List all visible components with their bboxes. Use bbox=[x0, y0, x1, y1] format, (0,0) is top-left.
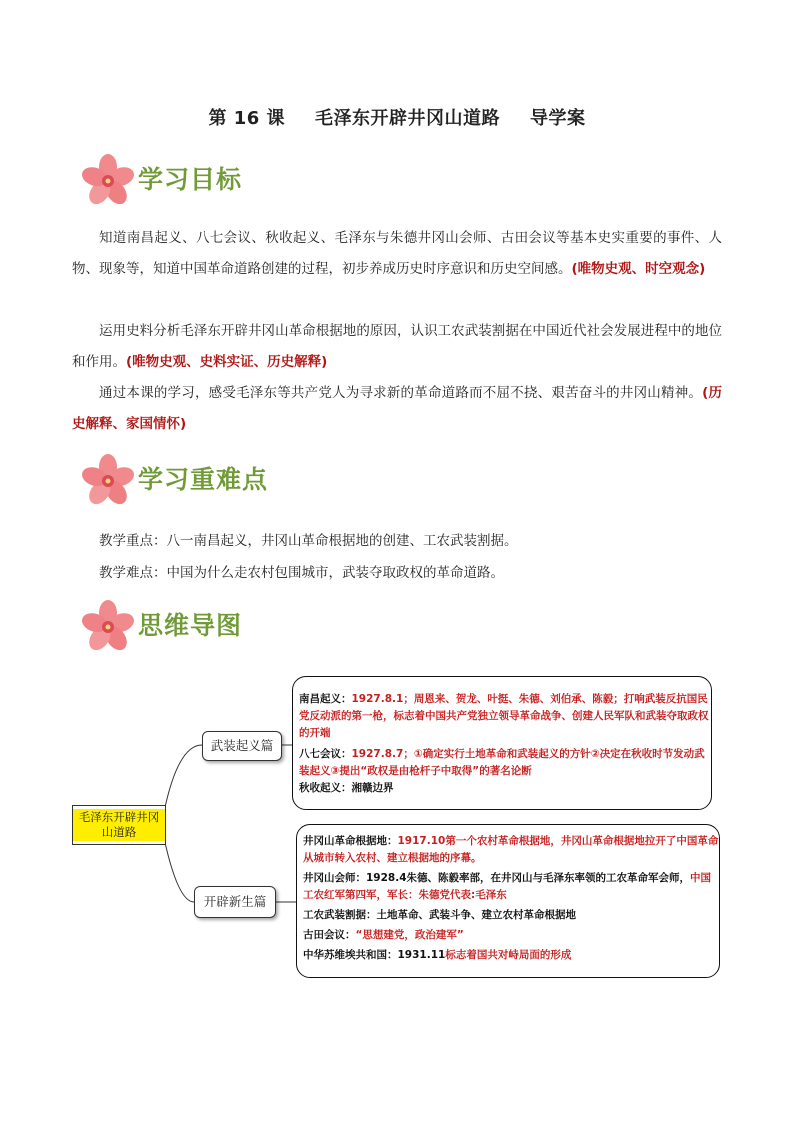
mindmap-suweiai bbox=[303, 947, 719, 964]
jgs-label: 井冈山革命根据地： bbox=[303, 835, 398, 847]
gutian-label: 古田会议： bbox=[303, 929, 356, 941]
huishi-label: 井冈山会师：1928.4朱德、陈毅率部，在井冈山与毛泽东率领的工农革命军会师， bbox=[303, 872, 691, 884]
mindmap-nanchang bbox=[299, 691, 711, 742]
goal-tag: (唯物史观、史料实证、历史解释) bbox=[126, 354, 328, 370]
mindmap-box-newlife bbox=[296, 824, 720, 978]
mindmap-baqi bbox=[299, 746, 711, 780]
goal-tag: (历史解释、家国情怀) bbox=[72, 385, 723, 432]
key-difficulty: 教学难点：中国为什么走农村包围城市，武装夺取政权的革命道路。 bbox=[99, 565, 504, 581]
nanchang-label: 南昌起义： bbox=[299, 693, 352, 705]
mindmap-qiushou: 秋收起义：湘赣边界 bbox=[299, 782, 394, 794]
key-focus: 教学重点：八一南昌起义，井冈山革命根据地的创建、工农武装割据。 bbox=[99, 533, 518, 549]
goal-tag: (唯物史观、时空观念) bbox=[571, 261, 706, 277]
mindmap-root-label: 毛泽东开辟井冈山道路 bbox=[73, 809, 165, 841]
suweiai-text: 标志着国共对峙局面的形成 bbox=[445, 949, 572, 961]
lesson-kind: 导学案 bbox=[530, 108, 586, 129]
section-keypoints-title: 学习重难点 bbox=[138, 465, 269, 494]
huishi-red: 中国工农红军第四军，军长：朱德党代表:毛泽东 bbox=[303, 872, 712, 901]
mindmap-root bbox=[72, 805, 166, 845]
jgs-text: 1917.10第一个农村革命根据地，井冈山革命根据地拉开了中国革命从城市转入农村、建立根据地的序幕。 bbox=[303, 835, 719, 864]
nanchang-text: 1927.8.1；周恩来、贺龙、叶挺、朱德、刘伯承、陈毅；打响武装反抗国民党反动派的第一枪，标志着中国共产党独立领导革命战争、创建人民军队和武装夺取政权的开端 bbox=[299, 693, 709, 739]
goal-text: 通过本课的学习，感受毛泽东等共产党人为寻求新的革命道路而不屈不挠、艰苦奋斗的井冈山精神。 bbox=[99, 385, 703, 401]
suweiai-label: 中华苏维埃共和国：1931.11 bbox=[303, 949, 446, 961]
goal-text: 运用史料分析毛泽东开辟井冈山革命根据地的原因，认识工农武装割据在中国近代社会发展进程中的地位和作用。 bbox=[72, 323, 722, 370]
mindmap-branch-uprising: 武装起义篇 bbox=[202, 731, 282, 761]
section-goals-title: 学习目标 bbox=[138, 165, 243, 194]
mindmap-branch-newlife: 开辟新生篇 bbox=[194, 886, 276, 918]
lesson-number: 第 16 课 bbox=[208, 108, 286, 129]
mindmap-huishi bbox=[303, 870, 719, 904]
section-mindmap-title: 思维导图 bbox=[138, 611, 243, 640]
mindmap-gefu: 工农武装割据：土地革命、武装斗争、建立农村革命根据地 bbox=[303, 909, 576, 921]
mindmap-box-uprising bbox=[292, 676, 712, 810]
goal-text: 知道南昌起义、八七会议、秋收起义、毛泽东与朱德井冈山会师、古田会议等基本史实重要的事件、人物、现象等，知道中国革命道路创建的过程，初步养成历史时序意识和历史空间感。 bbox=[72, 230, 722, 277]
lesson-topic: 毛泽东开辟井冈山道路 bbox=[315, 108, 501, 129]
baqi-label: 八七会议： bbox=[299, 748, 352, 760]
mindmap-gutian bbox=[303, 927, 719, 944]
mindmap-jinggangshan bbox=[303, 833, 719, 867]
baqi-text: 1927.8.7；①确定实行土地革命和武装起义的方针②决定在秋收时节发动武装起义③提出“政权是由枪杆子中取得”的著名论断 bbox=[299, 748, 705, 777]
gutian-text: “思想建党，政治建军” bbox=[355, 929, 464, 941]
